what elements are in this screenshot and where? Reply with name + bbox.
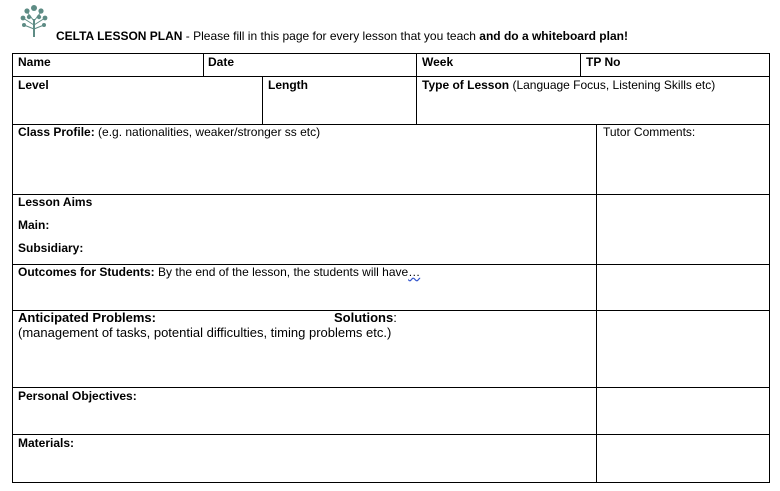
table-border (12, 76, 770, 77)
table-border (12, 482, 770, 483)
class-profile-field (18, 125, 320, 139)
personal-objectives-label: Personal Objectives: (18, 389, 137, 403)
table-border (596, 124, 597, 483)
table-border (262, 76, 263, 125)
subsidiary-aim-label: Subsidiary: (18, 241, 84, 255)
table-border (12, 434, 770, 435)
table-border (12, 53, 13, 483)
lesson-aims-label: Lesson Aims (18, 195, 93, 209)
document-instruction-emphasis: and do a whiteboard plan! (479, 29, 628, 43)
outcomes-hint: By the end of the lesson, the students will have (154, 265, 409, 279)
solutions-label: Solutions (334, 310, 394, 325)
table-border (580, 53, 581, 77)
table-border (12, 387, 770, 388)
spellcheck-marker: … (408, 265, 421, 279)
outcomes-label: Outcomes for Students: (18, 265, 155, 279)
table-border (416, 53, 417, 77)
outcomes-field (18, 265, 420, 279)
document-title: CELTA LESSON PLAN (56, 29, 183, 43)
lesson-type-hint: (Language Focus, Listening Skills etc) (509, 78, 716, 92)
table-border (12, 53, 770, 54)
class-profile-label: Class Profile: (18, 125, 95, 139)
week-field-label: Week (422, 55, 454, 69)
table-border (416, 76, 417, 125)
tp-number-field-label: TP No (586, 55, 621, 69)
name-field-label: Name (18, 55, 51, 69)
date-field-label: Date (208, 55, 235, 69)
length-field-label: Length (268, 78, 308, 92)
table-border (12, 194, 770, 195)
class-profile-hint: (e.g. nationalities, weaker/stronger ss etc) (94, 125, 321, 139)
tutor-comments-label: Tutor Comments: (603, 125, 696, 139)
anticipated-problems-hint: (management of tasks, potential difficulties, timing problems etc.) (18, 325, 392, 340)
solutions-colon: : (393, 310, 397, 325)
lesson-type-label: Type of Lesson (422, 78, 510, 92)
table-border (769, 53, 770, 483)
document-instruction: - Please fill in this page for every lesson that you teach (182, 29, 480, 43)
table-border (203, 53, 204, 77)
level-field-label: Level (18, 78, 49, 92)
solutions-field (334, 311, 397, 325)
main-aim-label: Main: (18, 218, 50, 232)
lesson-type-field (422, 78, 715, 92)
anticipated-problems-label: Anticipated Problems: (18, 310, 156, 325)
materials-label: Materials: (18, 436, 75, 450)
